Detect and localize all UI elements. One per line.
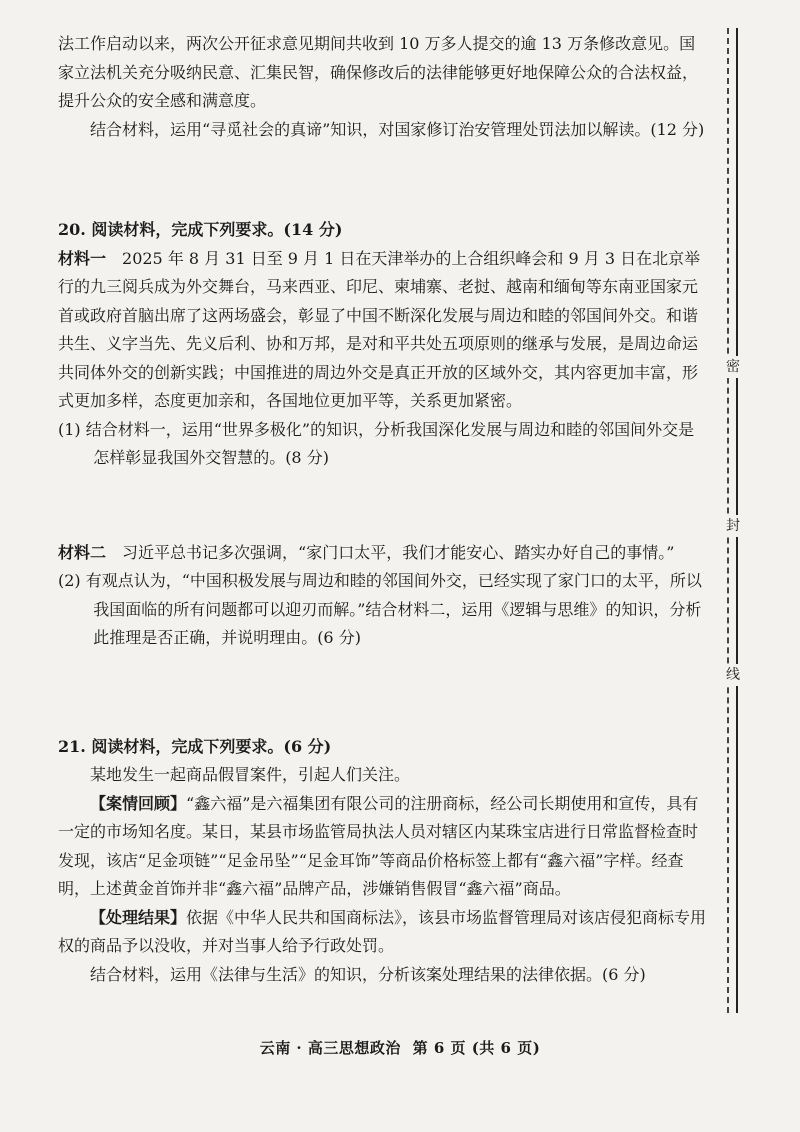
seal-char-feng: 封 [722, 515, 744, 537]
q21-task: 结合材料，运用《法律与生活》的知识，分析该案处理结果的法律依据。(6 分) [90, 964, 646, 984]
q21-intro: 某地发生一起商品假冒案件，引起人们关注。 [90, 765, 411, 784]
q20-title: 20. 阅读材料，完成下列要求。(14 分) [58, 220, 343, 239]
q21-result-text: 依据《中华人民共和国商标法》，该县市场监督管理局对该店侵犯商标专用权的商品予以没收，并对当事人给予行政处罚。 [58, 907, 707, 955]
q19-material-line3: 提升公众的安全感和满意度。 [58, 91, 267, 110]
q20-sub1: (1) 结合材料一，运用“世界多极化”的知识，分析我国深化发展与周边和睦的邻国间外交是怎样彰显我国外交智慧的。(8 分) [58, 419, 695, 467]
q21-case [58, 790, 708, 904]
q21-result-label: 【处理结果】 [90, 907, 187, 927]
q20-material1 [58, 245, 708, 416]
q20-sub2: (2) 有观点认为，“中国积极发展与周边和睦的邻国间外交，已经实现了家门口的太平，所以我国面临的所有问题都可以迎刃而解。”结合材料二，运用《逻辑与思维》的知识，分析此推理是否正确，并说明理由。(6 分) [58, 571, 702, 647]
q20-material1-text: 2025 年 8 月 31 日至 9 月 1 日在天津举办的上合组织峰会和 9 月 3 日在北京举行的九三阅兵成为外交舞台，马来西亚、印尼、柬埔寨、老挝、越南和缅甸等东南亚国家元首或政府首脑出席了这两场盛会，彰显了中国不断深化发展与周边和睦的邻国间外交。和谐共生、义字当先、先义后利、协和万邦，是对和平共处五项原则的继承与发展，是周边命运共同体外交的创新实践；中国推进的周边外交是真正开放的区域外交，其内容更加丰富，形式更加多样，态度更加亲和，各国地位更加平等，关系更加紧密。 [58, 248, 701, 410]
seal-char-mi: 密 [722, 356, 744, 378]
seal-char-xian: 线 [722, 664, 744, 686]
q19-material-line2: 家立法机关充分吸纳民意、汇集民智，确保修改后的法律能够更好地保障公众的合法权益， [58, 62, 699, 82]
q21-case-label: 【案情回顾】 [90, 793, 187, 813]
q20-material1-label: 材料一 [58, 248, 107, 268]
q19-task: 结合材料，运用“寻觅社会的真谛”知识，对国家修订治安管理处罚法加以解读。(12 分) [90, 119, 705, 139]
q21-case-text: “鑫六福”是六福集团有限公司的注册商标，经公司长期使用和宣传，具有一定的市场知名度。某日，某县市场监管局执法人员对辖区内某珠宝店进行日常监督检查时发现，该店“足金项链”“足金吊坠”“足金耳饰”等商品价格标签上都有“鑫六福”字样。经查明，上述黄金首饰并非“鑫六福”品牌产品，涉嫌销售假冒“鑫六福”商品。 [58, 793, 699, 898]
q21-result [58, 904, 708, 961]
page-footer [0, 1037, 800, 1058]
footer-region: 云南 · 高三思想政治 [259, 1039, 401, 1057]
exam-page-content [58, 30, 708, 989]
q20-material2 [58, 539, 708, 568]
seal-line [718, 28, 746, 1013]
q19-material-line1: 法工作启动以来，两次公开征求意见期间共收到 10 万多人提交的逾 13 万条修改意见。国 [58, 34, 696, 53]
q20-material2-label: 材料二 [58, 542, 107, 562]
q20-material2-text: 习近平总书记多次强调，“家门口太平，我们才能安心、踏实办好自己的事情。” [106, 542, 675, 562]
footer-page-number: 第 6 页 (共 6 页) [412, 1039, 541, 1057]
q21-title: 21. 阅读材料，完成下列要求。(6 分) [58, 736, 332, 756]
